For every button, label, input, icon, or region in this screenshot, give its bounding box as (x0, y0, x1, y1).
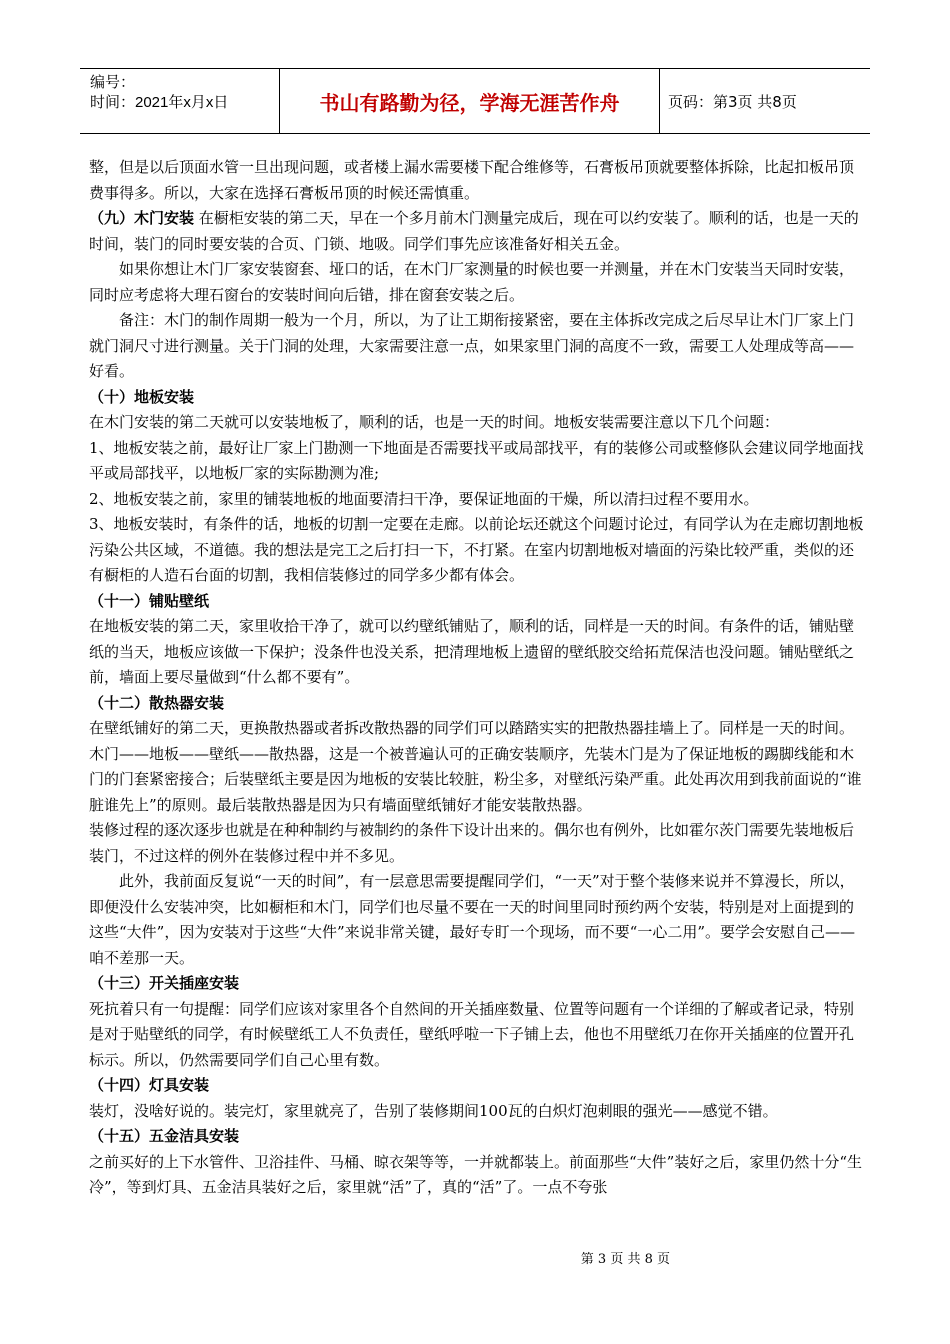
paragraph: 1、地板安装之前，最好让厂家上门勘测一下地面是否需要找平或局部找平，有的装修公司或整修队会建议同学地面找平或局部找平，以地板厂家的实际勘测为准; (89, 438, 864, 482)
paragraph: 3、地板安装时，有条件的话，地板的切割一定要在走廊。以前论坛还就这个问题讨论过，有同学认为在走廊切割地板污染公共区域，不道德。我的想法是完工之后打扫一下，不打紧。在室内切割地板对墙面的污染比较严重，类似的还有橱柜的人造石台面的切割，我相信装修过的同学多少都有体会。 (89, 515, 864, 584)
page-header (80, 68, 870, 134)
header-motto: 书山有路勤为径，学海无涯苦作舟 (280, 69, 660, 133)
paragraph: 在木门安装的第二天就可以安装地板了，顺利的话，也是一天的时间。地板安装需要注意以下几个问题： (89, 413, 780, 431)
paragraph: 装修过程的逐次逐步也就是在种种制约与被制约的条件下设计出来的。偶尔也有例外，比如霍尔茨门需要先装地板后装门，不过这样的例外在装修过程中并不多见。 (89, 821, 855, 865)
paragraph: 如果你想让木门厂家安装窗套、垭口的话，在木门厂家测量的时候也要一并测量，并在木门安装当天同时安装，同时应考虑将大理石窗台的安装时间向后错，排在窗套安装之后。 (89, 260, 855, 304)
paragraph: 在壁纸铺好的第二天，更换散热器或者拆改散热器的同学们可以踏踏实实的把散热器挂墙上了。同样是一天的时间。 (89, 719, 855, 737)
paragraph: 死抗着只有一句提醒：同学们应该对家里各个自然间的开关插座数量、位置等问题有一个详细的了解或者记录，特别是对于贴壁纸的同学，有时候壁纸工人不负责任，壁纸呼啦一下子铺上去，他也不用壁纸刀在你开关插座的位置开孔标示。所以，仍然需要同学们自己心里有数。 (89, 999, 855, 1069)
number-label: 编号： (90, 74, 136, 91)
document-body (89, 155, 865, 1201)
paragraph: 整，但是以后顶面水管一旦出现问题，或者楼上漏水需要楼下配合维修等，石膏板吊顶就要整体拆除，比起扣板吊顶费事得多。所以，大家在选择石膏板吊顶的时候还需慎重。 (89, 158, 855, 202)
section-heading: （十三）开关插座安装 (89, 974, 240, 992)
section-9 (89, 206, 865, 257)
paragraph: 在地板安装的第二天，家里收拾干净了，就可以约壁纸铺贴了，顺利的话，同样是一天的时间。有条件的话，铺贴壁纸的当天，地板应该做一下保护；没条件也没关系，把清理地板上遗留的壁纸胶交给拓荒保洁也没问题。铺贴壁纸之前，墙面上要尽量做到“什么都不要有”。 (89, 617, 855, 686)
header-page-label: 页码：第3页 共8页 (668, 92, 797, 111)
paragraph: 此外，我前面反复说“一天的时间”，有一层意思需要提醒同学们，“一天”对于整个装修来说并不算漫长，所以，即便没什么安装冲突，比如橱柜和木门，同学们也尽量不要在一天的时间里同时预约两个安装，特别是对上面提到的这些“大件”，因为安装对于这些“大件”来说非常关键，最好专盯一个现场，而不要“一心二用”。要学会安慰自己——咱不差那一天。 (89, 872, 856, 967)
time-label: 时间：2021年x月x日 (90, 94, 229, 111)
paragraph-text: 在橱柜安装的第二天，早在一个多月前木门测量完成后，现在可以约安装了。顺利的话，也是一天的时间，装门的同时要安装的合页、门锁、地吸。同学们事先应该准备好相关五金。 (89, 209, 859, 253)
section-heading: （十一）铺贴壁纸 (89, 591, 210, 610)
paragraph: 装灯，没啥好说的。装完灯，家里就亮了，告别了装修期间100瓦的白炽灯泡刺眼的强光——感觉不错。 (89, 1101, 778, 1120)
section-heading: （十二）散热器安装 (89, 693, 225, 712)
footer-page-number: 第 3 页 共 8 页 (580, 1252, 670, 1267)
header-meta (80, 69, 280, 133)
paragraph: 2、地板安装之前，家里的铺装地板的地面要清扫干净，要保证地面的干燥，所以清扫过程不要用水。 (89, 489, 759, 508)
paragraph: 备注：木门的制作周期一般为一个月，所以，为了让工期衔接紧密，要在主体拆改完成之后尽早让木门厂家上门就门洞尺寸进行测量。关于门洞的处理，大家需要注意一点，如果家里门洞的高度不一致，需要工人处理成等高——好看。 (89, 311, 855, 380)
section-heading: （十五）五金洁具安装 (89, 1127, 240, 1145)
paragraph: 之前买好的上下水管件、卫浴挂件、马桶、晾衣架等等，一并就都装上。前面那些“大件”装好之后，家里仍然十分“生冷”，等到灯具、五金洁具装好之后，家里就“活”了，真的“活”了。一点不夸张 (89, 1152, 863, 1196)
page-footer (0, 1248, 950, 1267)
paragraph: 木门——地板——壁纸——散热器，这是一个被普遍认可的正确安装顺序，先装木门是为了保证地板的踢脚线能和木门的门套紧密接合；后装壁纸主要是因为地板的安装比较脏，粉尘多，对壁纸污染严重。此处再次用到我前面说的“谁脏谁先上”的原则。最后装散热器是因为只有墙面壁纸铺好才能安装散热器。 (89, 744, 862, 814)
section-heading: （九）木门安装 (89, 209, 195, 227)
section-heading: （十四）灯具安装 (89, 1076, 210, 1094)
section-heading: （十）地板安装 (89, 387, 195, 406)
